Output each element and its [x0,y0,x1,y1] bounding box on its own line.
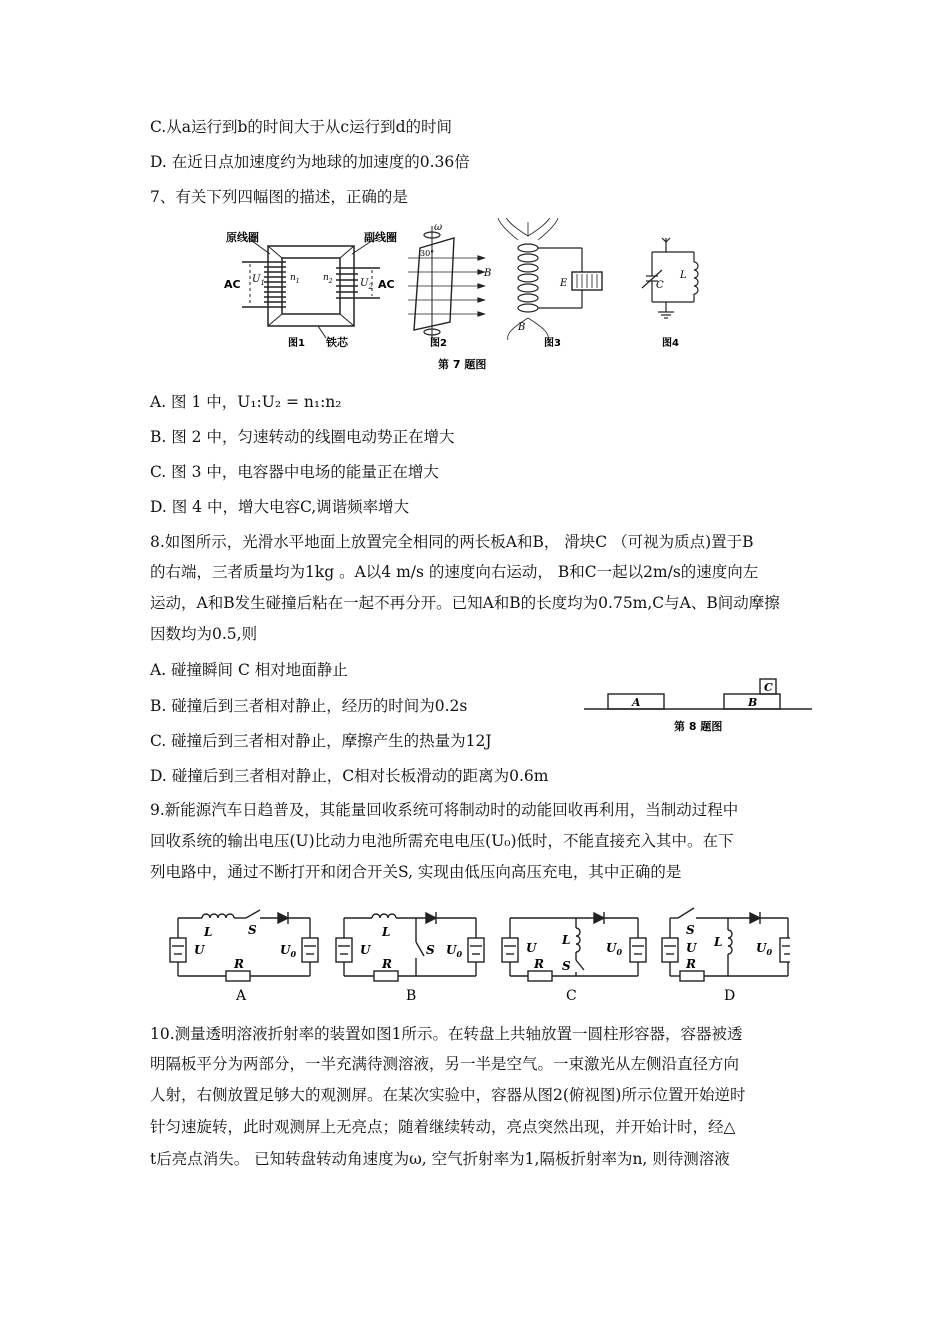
q9-stem-line2: 回收系统的输出电压(U)比动力电池所需充电电压(U₀)低时，不能直接充入其中。在下 [150,832,734,850]
q8-option-c: C. 碰撞后到三者相对静止，摩擦产生的热量为12J [150,732,492,750]
circuit-a-r: R [234,957,244,971]
secondary-coil-label: 副线圈 [364,231,397,244]
circuit-b-letter: B [406,988,417,1004]
iron-core-label: 铁芯 [326,336,348,349]
circuit-d-s: S [686,923,695,937]
q6-option-c: C.从a运行到b的时间大于从c运行到d的时间 [150,118,453,136]
rotating-coil-diagram [408,226,484,340]
plank-a-label: A [632,696,641,709]
q8-stem-line1: 8.如图所示，光滑水平地面上放置完全相同的两长板A和B， 滑块C （可视为质点)置于B [150,533,754,551]
capacitor-c-label: C [656,280,664,291]
circuit-a-u0: $U_0$ [280,943,297,959]
q6-option-d: D. 在近日点加速度约为地球的加速度的0.36倍 [150,153,470,171]
circuit-a-u: U [194,943,205,957]
circuit-d-l: L [714,935,723,949]
circuit-b-u: U [360,943,371,957]
q7-figure [222,218,722,376]
u1-label: $U_1$ [252,274,265,287]
circuit-b-s: S [426,943,435,957]
fig4-label: 图4 [662,338,679,349]
q8-option-d: D. 碰撞后到三者相对静止，C相对长板滑动的距离为0.6m [150,767,549,785]
plank-b-label: B [748,696,758,709]
circuit-d-u: U [686,941,697,955]
field-b-label: B [484,268,492,279]
angle-label: 30° [420,249,435,258]
circuit-d-letter: D [724,988,736,1004]
q9-stem-line1: 9.新能源汽车日趋普及，其能量回收系统可将制动时的动能回收再利用，当制动过程中 [150,801,739,819]
q8-option-a: A. 碰撞瞬间 C 相对地面静止 [150,661,348,679]
circuit-b-r: R [382,957,392,971]
q8-stem-line2: 的右端，三者质量均为1kg 。A以4 m/s 的速度向右运动， B和C一起以2m/s的速度向左 [150,563,759,581]
ac-left-label: AC [224,278,241,291]
ac-right-label: AC [378,278,395,291]
q7-option-b: B. 图 2 中，匀速转动的线圈电动势正在增大 [150,428,455,446]
q10-line4: 针匀速旋转，此时观测屏上无亮点；随着继续转动，亮点突然出现，并开始计时，经△ [150,1118,736,1136]
circuit-a [170,910,318,981]
circuit-c-s: S [562,959,571,973]
q7-figure-caption: 第 7 题图 [438,358,487,371]
q9-stem-line3: 列电路中，通过不断打开和闭合开关S, 实现由低压向高压充电，其中正确的是 [150,863,682,881]
n2-label: $n_2$ [323,273,333,285]
block-c-label: C [764,681,773,694]
circuit-b-l: L [382,925,391,939]
circuit-a-l: L [204,925,213,939]
lc-coil-capacitor-diagram [498,218,602,340]
circuit-c-letter: C [566,988,577,1004]
q10-line3: 人射，右侧放置足够大的观测屏。在某次实验中，容器从图2(俯视图)所示位置开始逆时 [150,1086,746,1104]
q8-figure-caption: 第 8 题图 [674,720,723,733]
fig2-label: 图2 [430,338,447,349]
circuit-c-l: L [562,933,571,947]
circuit-b [336,912,484,981]
fig1-label: 图1 [288,338,305,349]
q7-stem: 7、有关下列四幅图的描述，正确的是 [150,188,408,206]
q7-option-a: A. 图 1 中，U₁:U₂ = n₁:n₂ [150,393,342,411]
q8-figure [580,672,816,742]
circuit-d-r: R [686,957,696,971]
circuit-c [502,912,646,981]
q10-line5: t后亮点消失。 已知转盘转动角速度为ω, 空气折射率为1,隔板折射率为n, 则待测溶液 [150,1150,730,1168]
u2-label: $U_2$ [360,278,373,291]
q7-option-c: C. 图 3 中，电容器中电场的能量正在增大 [150,463,439,481]
n1-label: $n_1$ [290,273,300,285]
circuit-c-u: U [526,941,537,955]
circuit-b-u0: $U_0$ [446,943,463,959]
q8-stem-line4: 因数均为0.5,则 [150,625,258,643]
inductor-l-label: L [680,270,687,281]
efield-e-label: E [560,278,568,289]
primary-coil-label: 原线圈 [226,231,259,244]
circuit-d-u0: $U_0$ [756,941,773,957]
q8-option-b: B. 碰撞后到三者相对静止，经历的时间为0.2s [150,697,468,715]
circuit-a-s: S [248,923,257,937]
q7-option-d: D. 图 4 中，增大电容C,调谐频率增大 [150,498,410,516]
tuning-circuit-diagram [642,238,698,318]
q8-stem-line3: 运动，A和B发生碰撞后粘在一起不再分开。已知A和B的长度均为0.75m,C与A、B间动摩擦 [150,594,780,612]
circuit-d [662,908,790,981]
omega-label: ω [434,222,443,233]
q9-circuits-figure [160,902,790,1006]
q10-line2: 明隔板平分为两部分，一半充满待测溶液，另一半是空气。一束激光从左侧沿直径方向 [150,1055,740,1073]
circuit-c-u0: $U_0$ [606,941,623,957]
circuit-c-r: R [534,957,544,971]
q10-line1: 10.测量透明溶液折射率的装置如图1所示。在转盘上共轴放置一圆柱形容器，容器被透 [150,1025,743,1043]
circuit-a-letter: A [236,988,247,1004]
coil-b-label: B [518,322,526,333]
fig3-label: 图3 [544,338,561,349]
